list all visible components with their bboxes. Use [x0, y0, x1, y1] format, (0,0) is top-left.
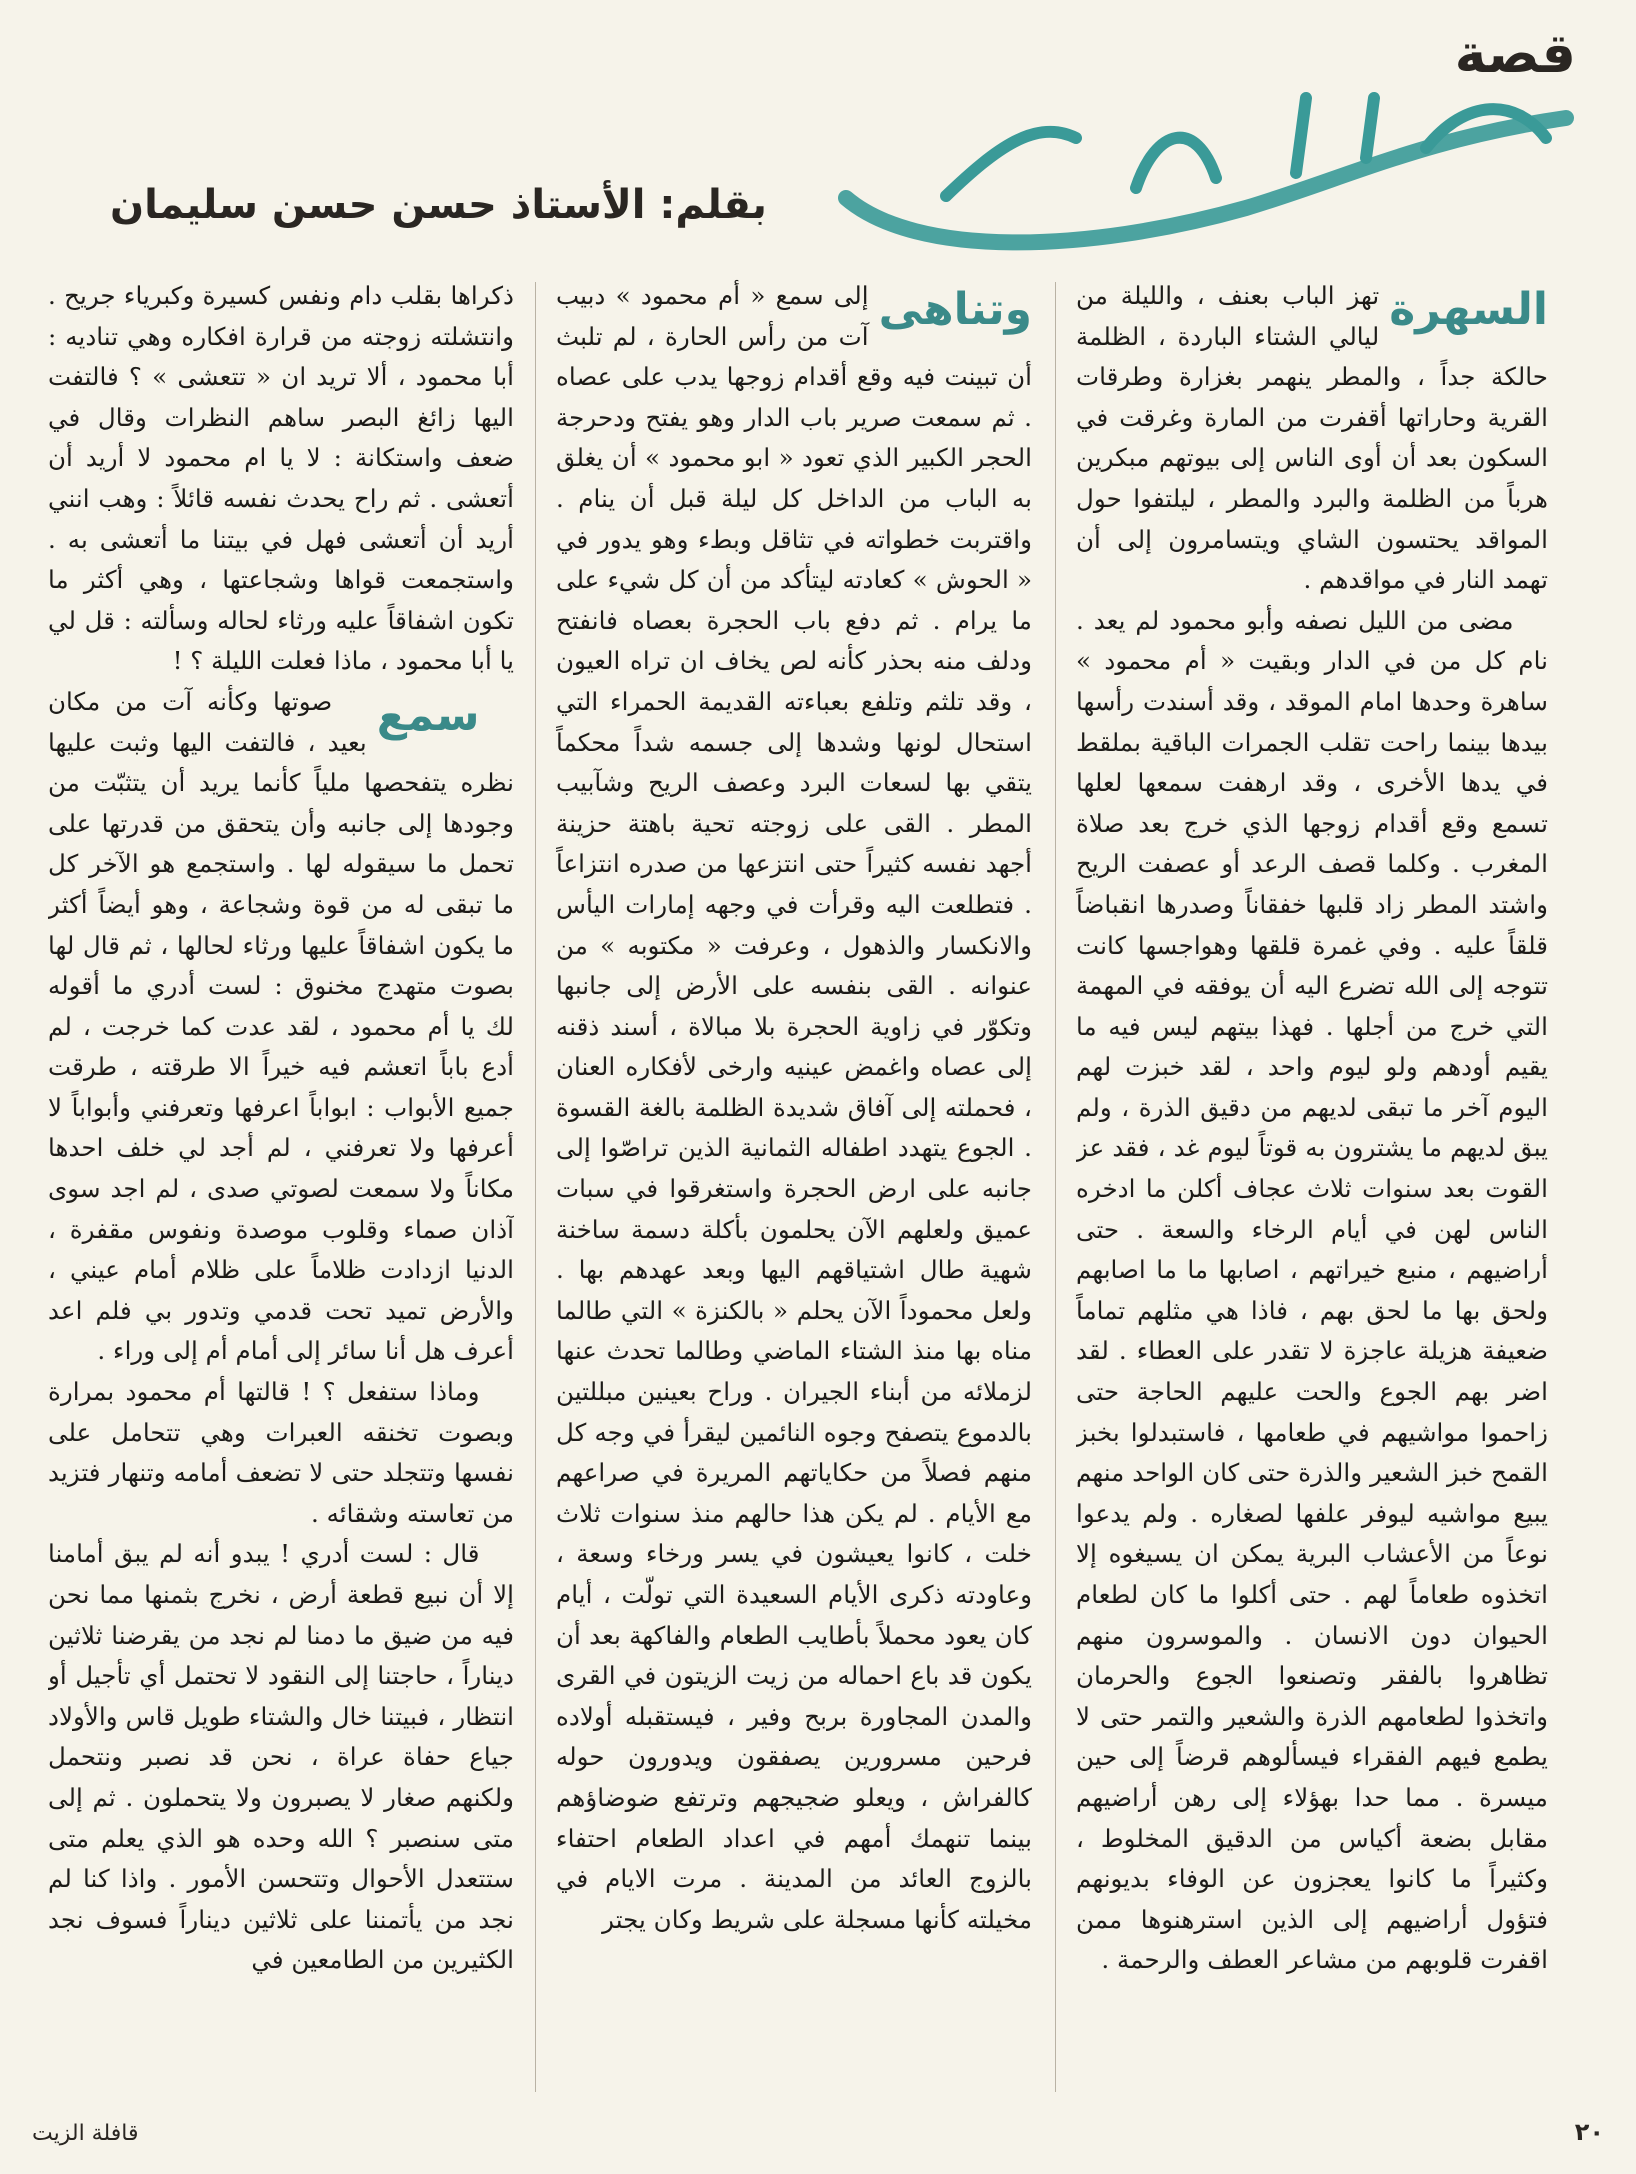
paragraph: وماذا ستفعل ؟ ! قالتها أم محمود بمرارة وبصوت تخنقه العبرات وهي تتحامل على نفسها وتتجلد حتى لا تضعف أمامه وتنهار فتزيد من تعاسته وشقائه . — [48, 1377, 514, 1528]
story-title — [826, 78, 1586, 253]
magazine-name: قافلة الزيت — [32, 2121, 139, 2146]
column-divider — [1055, 282, 1056, 2092]
side-word-left: سمع — [376, 689, 480, 741]
side-word-middle: وتناهى — [878, 284, 1032, 335]
author-byline: بقلم: الأستاذ حسن حسن سليمان — [110, 182, 767, 228]
paragraph: تهز الباب بعنف ، والليلة من ليالي الشتاء الباردة ، الظلمة حالكة جداً ، والمطر ينهمر بغزارة وطرقات القرية وحاراتها أقفرت من المارة وغرقت في السكون بعد أن أوى الناس إلى بيوتهم مبكرين هرباً من الظلمة والبرد والمطر ، ليلتفوا حول المواقد يحتسون الشاي ويتسامرون إلى أن تهمد النار في مواقدهم . — [1076, 281, 1548, 595]
column-divider — [535, 282, 536, 2092]
story-title-calligraphy — [826, 78, 1586, 253]
paragraph: مضى من الليل نصفه وأبو محمود لم يعد . نام كل من في الدار وبقيت « أم محمود » ساهرة وحدها امام الموقد ، وقد أسندت رأسها بيدها بينما راحت تقلب الجمرات الباقية بملقط في يدها الأخرى ، وقد ارهفت سمعها لعلها تسمع وقع أقدام زوجها الذي خرج بعد صلاة المغرب . وكلما قصف الرعد أو عصفت الريح واشتد المطر زاد قلبها خفقاناً وصدرها انقباضاً قلقاً عليه . وفي غمرة قلقها وهواجسها كانت تتوجه إلى الله تضرع اليه أن يوفقه في المهمة التي خرج من أجلها . فهذا بيتهم ليس فيه ما يقيم أودهم ولو ليوم واحد ، لقد خبزت لهم اليوم آخر ما تبقى لديهم من دقيق الذرة ، ولم يبق لديهم ما يشترون به قوتاً ليوم غد ، فقد عز القوت بعد سنوات ثلاث عجاف أكلن ما ادخره الناس لهن في أيام الرخاء والسعة . حتى أراضيهم ، منبع خيراتهم ، اصابها ما ما اصابهم ولحق بها ما لحق بهم ، فاذا هي مثلهم تماماً ضعيفة هزيلة عاجزة لا تقدر على العطاء . لقد اضر بهم الجوع والحت عليهم الحاجة حتى زاحموا مواشيهم في طعامها ، فاستبدلوا بخبز القمح خبز الشعير والذرة حتى كان الواحد منهم يبيع مواشيه ليوفر علفها لصغاره . ولم يدعوا نوعاً من الأعشاب البرية يمكن ان يسيغوه إلا اتخذوه طعاماً لهم . حتى أكلوا ما كان لطعام الحيوان دون الانسان . والموسرون منهم تظاهروا بالفقر وتصنعوا الجوع والحرمان واتخذوا لطعامهم الذرة والشعير والتمر حتى لا يطمع فيهم الفقراء فيسألوهم قرضاً إلى حين ميسرة . مما حدا بهؤلاء إلى رهن أراضيهم مقابل بضعة أكياس من الدقيق المخلوط ، وكثيراً ما كانوا يعجزون عن الوفاء بديونهم فتؤول أراضيهم إلى الذين استرهنوها ممن اقفرت قلوبهم من مشاعر العطف والرحمة . — [1076, 605, 1548, 1975]
page-number: ٢٠ — [1574, 2118, 1604, 2146]
paragraph — [48, 682, 514, 1372]
paragraph: إلى سمع « أم محمود » دبيب آت من رأس الحارة ، لم تلبث أن تبينت فيه وقع أقدام زوجها يدب على عصاه . ثم سمعت صرير باب الدار وهو يفتح ودحرجة الحجر الكبير الذي تعود « ابو محمود » أن يغلق به الباب من الداخل كل ليلة قبل أن ينام . واقتربت خطواته في تثاقل وبطء وهو يدور في « الحوش » كعادته ليتأكد من أن كل شيء على ما يرام . ثم دفع باب الحجرة بعصاه فانفتح ودلف منه بحذر كأنه لص يخاف ان تراه العيون ، وقد تلثم وتلفع بعباءته القديمة الحمراء التي استحال لونها وشدها إلى جسمه شداً محكماً يتقي بها لسعات البرد وعصف الريح وشآبيب المطر . القى على زوجته تحية باهتة حزينة أجهد نفسه كثيراً حتى انتزعها من صدره انتزاعاً . فتطلعت اليه وقرأت في وجهه إمارات اليأس والانكسار والذهول ، وعرفت « مكتوبه » من عنوانه . القى بنفسه على الأرض إلى جانبها وتكوّر في زاوية الحجرة بلا مبالاة ، أسند ذقنه إلى عصاه واغمض عينيه وارخى لأفكاره العنان ، فحملته إلى آفاق شديدة الظلمة بالغة القسوة . الجوع يتهدد اطفاله الثمانية الذين تراصّوا إلى جانبه على ارض الحجرة واستغرقوا في سبات عميق ولعلهم الآن يحلمون بأكلة دسمة ساخنة شهية طال اشتياقهم اليها وبعد عهدهم بها . ولعل محموداً الآن يحلم « بالكنزة » التي طالما مناه بها منذ الشتاء الماضي وطالما تحدث عنها لزملائه من أبناء الجيران . وراح بعينين مبللتين بالدموع يتصفح وجوه النائمين ليقرأ في وجه كل منهم فصلاً من حكاياتهم المريرة في صراعهم مع الأيام . لم يكن هذا حالهم منذ سنوات ثلاث خلت ، كانوا يعيشون في يسر ورخاء وسعة ، وعاودته ذكرى الأيام السعيدة التي تولّت ، أيام كان يعود محملاً بأطايب الطعام والفاكهة بعد أن يكون قد باع احماله من زيت الزيتون في القرى والمدن المجاورة بربح وفير ، فيستقبله أولاده فرحين مسرورين يصفقون ويدورون حوله كالفراش ، ويعلو ضجيجهم وترتفع ضوضاؤهم بينما تنهمك أمهم في اعداد الطعام احتفاء بالزوج العائد من المدينة . مرت الايام في مخيلته كأنها مسجلة على شريط وكان يجتر — [556, 281, 1032, 1934]
article-column-right — [1076, 276, 1548, 2106]
article-column-middle — [556, 276, 1032, 2106]
article-column-left — [48, 276, 514, 2106]
paragraph-text: صوتها وكأنه آت من مكان بعيد ، فالتفت اليها وثبت عليها نظره يتفحصها ملياً كأنما يريد أن يتثبّت من وجودها إلى جانبه وأن يتحقق من قدرتها على تحمل ما سيقوله لها . واستجمع هو الآخر كل ما تبقى له من قوة وشجاعة ، وهو أيضاً أكثر ما يكون اشفاقاً عليها ورثاء لحالها ، ثم قال لها بصوت متهدج مخنوق : لست أدري ما أقوله لك يا أم محمود ، لقد عدت كما خرجت ، لم أدع باباً اتعشم فيه خيراً الا طرقته ، طرقت جميع الأبواب : ابواباً اعرفها وتعرفني وأبواباً لا أعرفها ولا تعرفني ، لم أجد لي خلف احدها مكاناً ولا سمعت لصوتي صدى ، لم اجد سوى آذان صماء وقلوب موصدة ونفوس مقفرة ، الدنيا ازدادت ظلاماً على ظلام أمام عيني ، والأرض تميد تحت قدمي وتدور بي فلم اعد أعرف هل أنا سائر إلى أمام أم إلى وراء . — [48, 686, 514, 1366]
paragraph: ذكراها بقلب دام ونفس كسيرة وكبرياء جريح . وانتشلته زوجته من قرارة افكاره وهي تناديه : أبا محمود ، ألا تريد ان « تتعشى » ؟ فالتفت اليها زائغ البصر ساهم النظرات وقال في ضعف واستكانة : لا يا ام محمود لا أريد أن أتعشى . ثم راح يحدث نفسه قائلاً : وهب انني أريد أن أتعشى فهل في بيتنا ما أتعشى به . واستجمعت قواها وشجاعتها ، وهي أكثر ما تكون اشفاقاً عليه ورثاء لحاله وسألته : قل لي يا أبا محمود ، ماذا فعلت الليلة ؟ ! — [48, 281, 514, 676]
story-kicker: قصة — [1454, 22, 1576, 85]
side-word-right: السهرة — [1389, 284, 1548, 335]
paragraph: قال : لست أدري ! يبدو أنه لم يبق أمامنا إلا أن نبيع قطعة أرض ، نخرج بثمنها مما نحن فيه من ضيق ما دمنا لم نجد من يقرضنا ثلاثين ديناراً ، حاجتنا إلى النقود لا تحتمل أي تأجيل أو انتظار ، فبيتنا خال والشتاء طويل قاس والأولاد جياع حفاة عراة ، نحن قد نصبر ونتحمل ولكنهم صغار لا يصبرون ولا يتحملون . ثم إلى متى سنصبر ؟ الله وحده هو الذي يعلم متى ستتعدل الأحوال وتتحسن الأمور . واذا كنا لم نجد من يأتمننا على ثلاثين ديناراً فسوف نجد الكثيرين من الطامعين في — [48, 1539, 514, 1975]
